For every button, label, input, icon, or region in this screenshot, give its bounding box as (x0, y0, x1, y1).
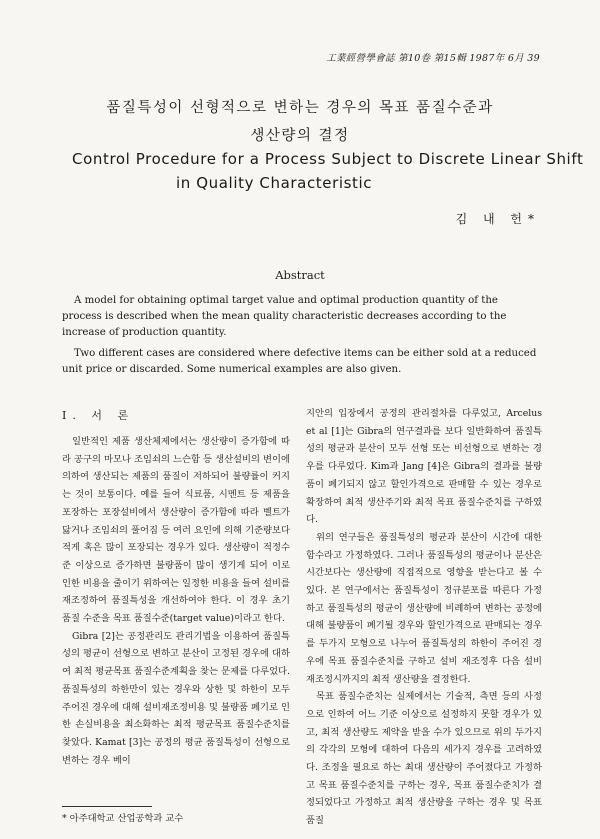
abstract-paragraph: Two different cases are considered where defective items can be either sold at a reduced unit price or discarded. Some numerical examples are also given. (62, 348, 537, 375)
body-paragraph: 지안의 입장에서 공정의 관리절차를 다루었고, Arcelus et al [1]는 Gibra의 연구결과를 보다 일반화하여 품질특성의 평균과 분산이 모두 선형 또는 비선형으로 변하는 경우를 다루었다. Kim과 Jang [4]은 Gibra의 결과를 불량품이 폐기되지 않고 할인가격으로 판매할 수 있는 경우로 확장하여 최적 생산주기와 최적 목표 품질수준치를 구하였다. (306, 408, 542, 526)
title-korean-line-1: 품질특성이 선형적으로 변하는 경우의 목표 품질수준과 (106, 100, 494, 116)
abstract-paragraph: A model for obtaining optimal target value and optimal production quantity of the process is described when the mean quality characteristic decreases according to the increase of production quantity. (62, 295, 507, 338)
title-english-line-2: in Quality Characteristic (176, 174, 373, 192)
author: 김 내 헌* (455, 212, 540, 226)
section-heading: I. 서 론 (62, 409, 135, 422)
body-paragraph: 일반적인 제품 생산체제에서는 생산량이 증가함에 따라 공구의 마모나 조임쇠의 느슨함 등 생산설비의 변이에 의하여 생산되는 제품의 품질이 저하되어 불량률이 커지는 것이 보통이다. 예를 들어 식료품, 시멘트 등 제품을 포장하는 포장설비에서 생산량이 증가함에 따라 벨트가 닳거나 조임쇠의 풀어짐 등 여러 요인에 의해 기준량보다 적게 혹은 많이 포장되는 경우가 있다. 생산량이 적정수준 이상으로 증가하면 불량품이 많이 생기게 되어 이로 인한 비용을 줄이기 위하여는 일정한 비용을 들여 설비를 재조정하여 품질특성을 개선하여야 한다. 이 경우 초기 품질 수준을 목표 품질수준(target value)이라고 한다. (62, 436, 290, 625)
title-korean-line-2: 생산량의 결정 (250, 128, 350, 144)
right-column (306, 405, 542, 830)
title-english-line-1: Control Procedure for a Process Subject to Discrete Linear Shift (72, 150, 584, 168)
footnote: * 아주대학교 산업공학과 교수 (62, 813, 184, 824)
abstract-heading: Abstract (275, 268, 325, 282)
left-column (62, 405, 290, 769)
body-paragraph: 위의 연구들은 품질특성의 평균과 분산이 시간에 대한 함수라고 가정하였다. 그러나 품질특성의 평균이나 분산은 시간보다는 생산량에 직접적으로 영향을 받는다고 볼 수 있다. 본 연구에서는 품질특성이 정규분포를 따른다 가정하고 품질특성의 평균이 생산량에 비례하여 변하는 공정에 대해 불량품이 폐기될 경우와 할인가격으로 판매되는 경우를 두가지 모형으로 나누어 품질특성의 하한이 주어진 경우에 목표 품질수준치를 구하고 설비 재조정후 다음 설비재조정시까지의 최적 생산량을 결정한다. (306, 531, 542, 685)
abstract (62, 293, 540, 378)
running-head: 工業經營學會誌 第10卷 第15輯 1987年 6月 39 (326, 53, 540, 64)
body-paragraph: Gibra [2]는 공정관리도 관리기법을 이용하여 품질특성의 평균이 선형으로 변하고 분산이 고정된 경우에 대하여 최적 평균목표 품질수준계획을 찾는 문제를 다루었다. 품질특성의 하한만이 있는 경우와 상한 및 하한이 모두 주어진 경우에 대해 설비재조정비용 및 불량품 폐기로 인한 손실비용을 최소화하는 최적 평균목표 품질수준치를 찾았다. Kamat [3]는 공정의 평균 품질특성이 선형으로 변하는 경우 베이 (62, 630, 290, 766)
footnote-rule (62, 806, 152, 807)
body-paragraph: 목표 품질수준치는 실제에서는 기술적, 측면 등의 사정으로 인하여 어느 기준 이상으로 설정하지 못할 경우가 있고, 최적 생산량도 제약을 받을 수가 있으므로 위의 두가지의 각각의 모형에 대하여 다음의 세가지 경우를 고려하였다. 조정을 필요로 하는 최대 생산량이 주어졌다고 가정하고 목표 품질수준치를 구하는 경우, 목표 품질수준치가 결정되었다고 가정하고 최적 생산량을 구하는 경우 및 목표 품질 (306, 691, 542, 827)
